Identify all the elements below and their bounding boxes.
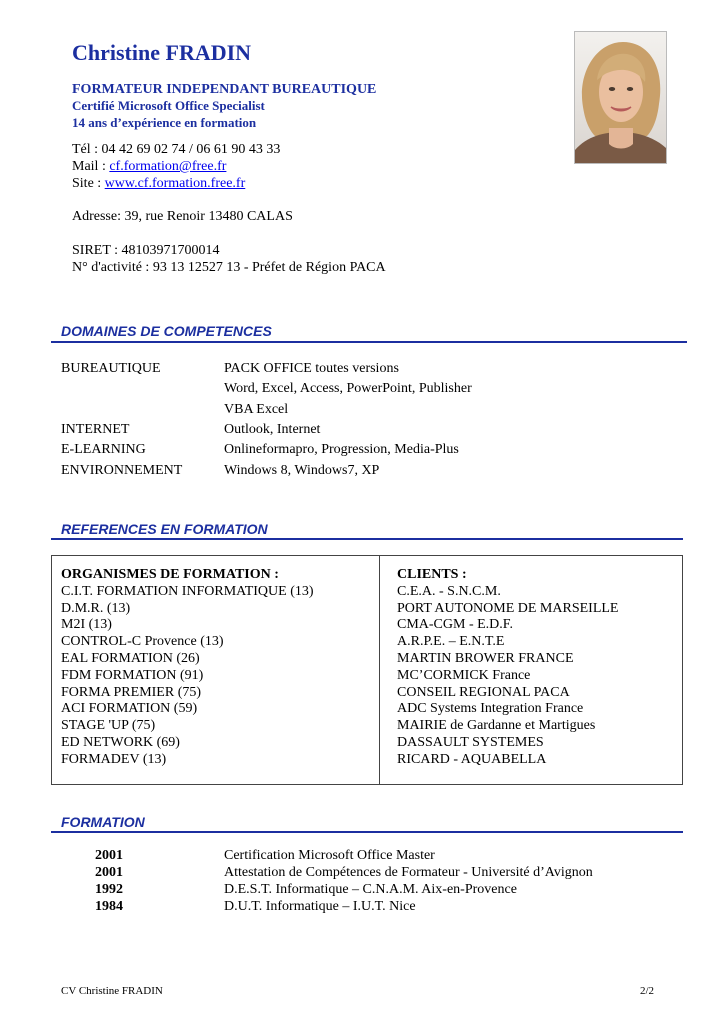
list-item: ACI FORMATION (59) xyxy=(61,701,198,717)
job-title: FORMATEUR INDEPENDANT BUREAUTIQUE xyxy=(72,82,377,97)
skill-label: INTERNET xyxy=(61,422,130,437)
formation-degree: Certification Microsoft Office Master xyxy=(224,848,435,863)
list-item: FORMA PREMIER (75) xyxy=(61,684,202,700)
list-item: D.M.R. (13) xyxy=(61,600,131,616)
experience-line: 14 ans d’expérience en formation xyxy=(72,115,257,130)
formation-degree: Attestation de Compétences de Formateur - Université d’Avignon xyxy=(224,865,593,880)
skill-label: E-LEARNING xyxy=(61,442,146,457)
list-item: MARTIN BROWER FRANCE xyxy=(397,650,574,666)
list-item: PORT AUTONOME DE MARSEILLE xyxy=(397,600,619,616)
site-link[interactable]: www.cf.formation.free.fr xyxy=(104,176,246,191)
list-item: ED NETWORK (69) xyxy=(61,734,180,750)
address-line: Adresse: 39, rue Renoir 13480 CALAS xyxy=(72,209,293,224)
formation-year: 1984 xyxy=(95,899,123,914)
mail-label: Mail : xyxy=(72,159,110,174)
list-item: M2I (13) xyxy=(61,617,112,633)
page-number: 2/2 xyxy=(640,985,655,997)
list-item: A.R.P.E. – E.N.T.E xyxy=(397,634,505,650)
skill-value: PACK OFFICE toutes versions xyxy=(224,361,399,376)
skill-value: VBA Excel xyxy=(224,402,289,417)
references-title: REFERENCES EN FORMATION xyxy=(61,521,268,537)
organismes-column xyxy=(61,567,314,769)
activity-line: N° d'activité : 93 13 12527 13 - Préfet de Région PACA xyxy=(72,260,386,275)
footer-title: CV Christine FRADIN xyxy=(61,985,163,997)
list-item: C.I.T. FORMATION INFORMATIQUE (13) xyxy=(61,583,314,599)
certification-line: Certifié Microsoft Office Specialist xyxy=(72,98,265,113)
formation-divider xyxy=(51,831,683,833)
formation-title: FORMATION xyxy=(61,814,145,830)
list-item: RICARD - AQUABELLA xyxy=(397,751,547,767)
list-item: MC’CORMICK France xyxy=(397,667,531,683)
list-item: MAIRIE de Gardanne et Martigues xyxy=(397,718,596,734)
list-item: DASSAULT SYSTEMES xyxy=(397,734,544,750)
list-item: FDM FORMATION (91) xyxy=(61,667,204,683)
competences-divider xyxy=(51,341,687,343)
site-line xyxy=(72,176,245,192)
list-item: C.E.A. - S.N.C.M. xyxy=(397,583,501,599)
mail-link[interactable]: cf.formation@free.fr xyxy=(109,159,227,174)
list-item: CONSEIL REGIONAL PACA xyxy=(397,684,570,700)
portrait-image xyxy=(575,32,666,163)
formation-year: 2001 xyxy=(95,848,123,863)
competences-title: DOMAINES DE COMPETENCES xyxy=(61,323,272,339)
skill-value: Outlook, Internet xyxy=(224,422,321,437)
formation-degree: D.U.T. Informatique – I.U.T. Nice xyxy=(224,899,416,914)
references-column-divider xyxy=(379,555,380,784)
mail-line xyxy=(72,159,226,175)
list-item: EAL FORMATION (26) xyxy=(61,650,200,666)
organismes-heading: ORGANISMES DE FORMATION : xyxy=(61,567,279,582)
skill-value: Onlineformapro, Progression, Media-Plus xyxy=(224,442,459,457)
list-item: STAGE 'UP (75) xyxy=(61,718,156,734)
clients-column xyxy=(397,567,618,769)
skill-value: Word, Excel, Access, PowerPoint, Publisher xyxy=(224,381,472,396)
formation-year: 1992 xyxy=(95,882,123,897)
formation-degree: D.E.S.T. Informatique – C.N.A.M. Aix-en-Provence xyxy=(224,882,517,897)
references-divider xyxy=(51,538,683,540)
list-item: CONTROL-C Provence (13) xyxy=(61,634,224,650)
skill-label: BUREAUTIQUE xyxy=(61,361,161,376)
formation-year: 2001 xyxy=(95,865,123,880)
clients-heading: CLIENTS : xyxy=(397,567,467,582)
skill-value: Windows 8, Windows7, XP xyxy=(224,463,380,478)
list-item: ADC Systems Integration France xyxy=(397,701,584,717)
skill-label: ENVIRONNEMENT xyxy=(61,463,183,478)
list-item: CMA-CGM - E.D.F. xyxy=(397,617,513,633)
site-label: Site : xyxy=(72,176,105,191)
candidate-name: Christine FRADIN xyxy=(72,40,252,65)
siret-line: SIRET : 48103971700014 xyxy=(72,243,220,258)
list-item: FORMADEV (13) xyxy=(61,751,167,767)
profile-photo xyxy=(574,31,667,164)
phone-line: Tél : 04 42 69 02 74 / 06 61 90 43 33 xyxy=(72,142,281,157)
